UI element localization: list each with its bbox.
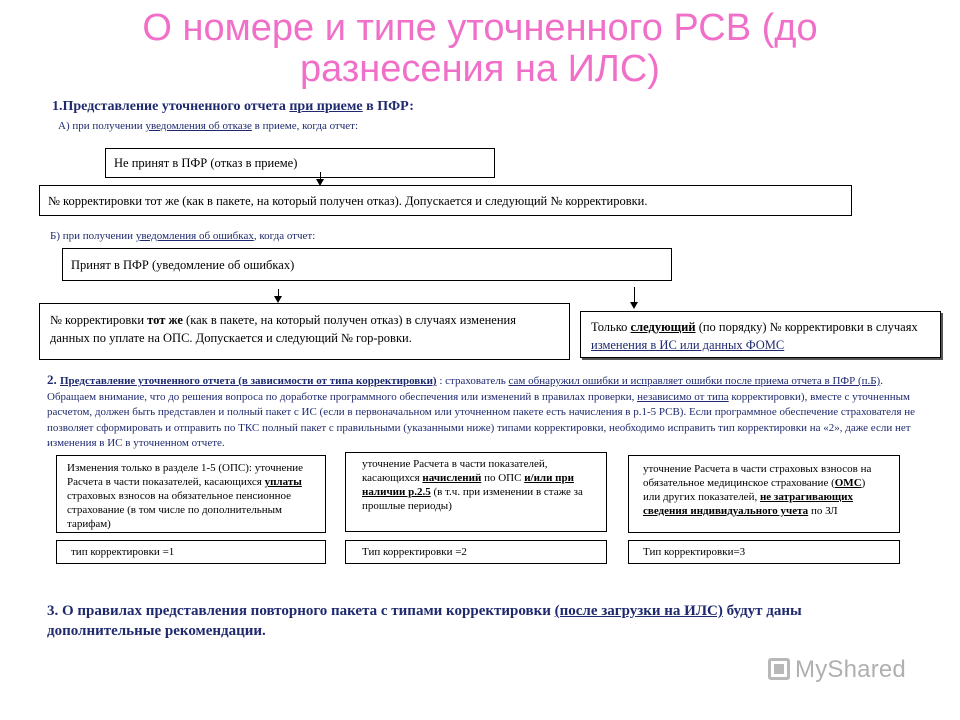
type3-description: уточнение Расчета в части страховых взносов на обязательное медицинское страхование (ОМС) или других показателей, не затрагивающих сведения индивидуального учета по ЗЛ [628,455,900,533]
section1-sub-a: А) при получении уведомления об отказе в приеме, когда отчет: [58,120,359,132]
logo-icon [768,658,790,680]
type1-description: Изменения только в разделе 1-5 (ОПС): уточнение Расчета в части показателей, касающихся уплаты страховых взносов на обязательное пенсионное страхование (в том числе по дополнительным тарифам) [56,455,326,533]
type2-description: уточнение Расчета в части показателей, касающихся начислений по ОПС и/или при наличии р.2.5 (в т.ч. при изменении в стаже за прошлые периоды) [345,452,607,532]
section3-paragraph: 3. О правилах представления повторного пакета с типами корректировки (после загрузки на ИЛС) будут даны дополнительные рекомендации. [47,603,802,639]
section2-paragraph: 2. Представление уточненного отчета (в зависимости от типа корректировки) : страхователь сам обнаружил ошибки и исправляет ошибки после приема отчета в ПФР (п.Б). Обращаем внимание, что до решения вопроса по доработке программного обеспечения или изменений в правилах проверки, независимо от типа корректировки), вместе с уточненным расчетом, должен быть представлен и полный пакет с ИС (если в первоначальном или уточненном пакете есть начисления в р.1-5 РСВ). Если программное обеспечение страхователя не позволяет сформировать и отправить по ТКС полный пакет с правильными (указанными ниже) типами корректировки, необходимо исправить тип корректировки на «2», даже если нет изменения в ИС в уточненном отчете. [47,372,916,449]
section1-sub-b: Б) при получении уведомления об ошибках, когда отчет: [50,230,316,242]
type3-label: Тип корректировки=3 [628,540,900,564]
title-line-1: О номере и типе уточненного РСВ (до [142,7,818,49]
arrow-down-icon [634,287,635,303]
box-not-accepted: Не принят в ПФР (отказ в приеме) [105,148,495,178]
arrow-down-icon [320,172,321,180]
box-accepted: Принят в ПФР (уведомление об ошибках) [62,248,672,281]
box-correction-same: № корректировки тот же (как в пакете, на который получен отказ). Допускается и следующий № корректировки. [39,185,852,216]
arrow-down-icon [278,289,279,297]
box-next-correction: Только следующий (по порядку) № корректировки в случаях изменения в ИС или данных ФОМС [580,311,941,358]
watermark-logo: MyShared [768,656,906,684]
box-correction-same-ops: № корректировки тот же (как в пакете, на который получен отказ) в случаях изменения данных по уплате на ОПС. Допускается и следующий № гор-ровки. [39,303,570,360]
type2-label: Тип корректировки =2 [345,540,607,564]
title-line-2: разнесения на ИЛС) [300,48,660,90]
section1-heading: 1.Представление уточненного отчета при приеме в ПФР: [52,99,414,114]
type1-label: тип корректировки =1 [56,540,326,564]
